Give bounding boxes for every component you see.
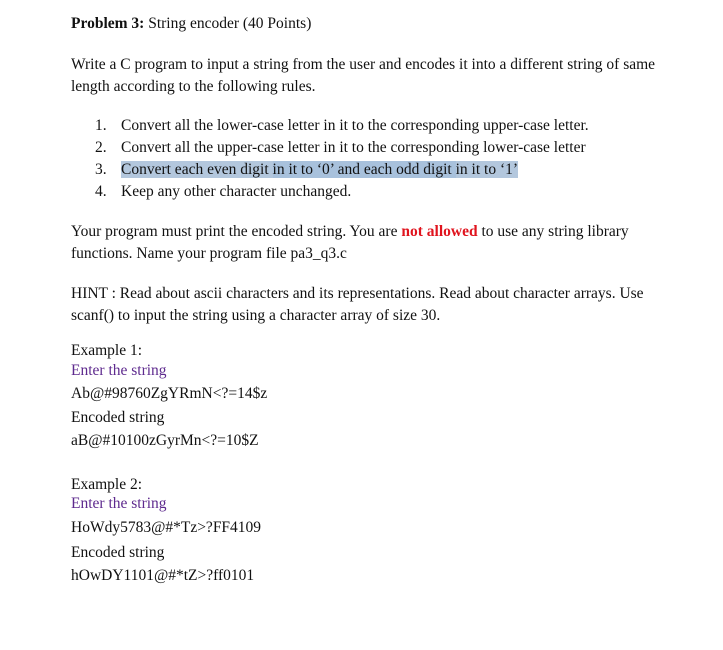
rule-item-1 — [95, 116, 589, 136]
rule-number: 4. — [95, 183, 107, 200]
hint-line-2: scanf() to input the string using a character array of size 30. — [71, 307, 441, 324]
rule-text: Convert all the lower-case letter in it to the corresponding upper-case letter. — [121, 117, 589, 134]
rule-number: 2. — [95, 139, 107, 156]
rule-text: Keep any other character unchanged. — [121, 183, 352, 200]
rule-item-3 — [95, 160, 518, 180]
requirement-line-1 — [71, 222, 629, 242]
example-2-input: HoWdy5783@#*Tz>?FF4109 — [71, 519, 262, 536]
example-1-output: aB@#10100zGyrMn<?=10$Z — [71, 432, 259, 449]
rule-text: Convert all the upper-case letter in it to the corresponding lower-case letter — [121, 139, 586, 156]
problem-title-bold: Problem 3: — [71, 15, 145, 32]
intro-line-2: length according to the following rules. — [71, 78, 316, 95]
example-2-prompt: Enter the string — [71, 495, 167, 512]
rule-number: 3. — [95, 161, 107, 178]
example-2-output: hOwDY1101@#*tZ>?ff0101 — [71, 567, 255, 584]
problem-title-rest: String encoder (40 Points) — [144, 15, 312, 32]
intro-line-1: Write a C program to input a string from the user and encodes it into a different string of same — [71, 56, 656, 73]
example-1-output-label: Encoded string — [71, 409, 165, 426]
requirement-pre: Your program must print the encoded string. You are — [71, 223, 402, 240]
rule-item-4 — [95, 182, 351, 202]
requirement-post: to use any string library — [477, 223, 629, 240]
example-2-output-label: Encoded string — [71, 544, 165, 561]
rule-item-2 — [95, 138, 586, 158]
not-allowed-emphasis: not allowed — [401, 223, 478, 240]
example-1-prompt: Enter the string — [71, 362, 167, 379]
rule-number: 1. — [95, 117, 107, 134]
requirement-line-2: functions. Name your program file pa3_q3.c — [71, 245, 347, 262]
example-1-input: Ab@#98760ZgYRmN<?=14$z — [71, 385, 268, 402]
example-2-label: Example 2: — [71, 476, 143, 493]
problem-title — [71, 14, 311, 34]
highlighted-text[interactable]: in it to ‘0’ and each odd digit — [272, 161, 456, 178]
example-1-label: Example 1: — [71, 342, 143, 359]
hint-line-1: HINT : Read about ascii characters and its representations. Read about character arrays. Use — [71, 285, 644, 302]
highlighted-text[interactable]: in it to ‘1’ — [455, 161, 519, 178]
highlighted-text[interactable]: Convert each even digit — [121, 161, 273, 178]
